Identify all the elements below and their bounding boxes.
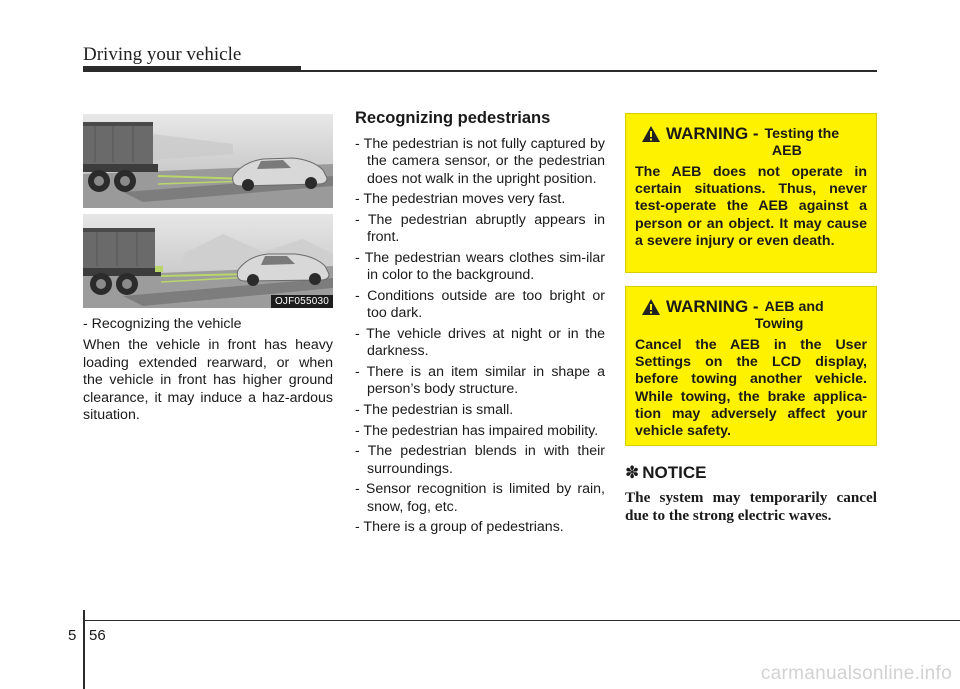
section-heading: Recognizing pedestrians [355, 109, 551, 127]
chapter-number: 5 [68, 627, 77, 644]
warning-subtitle-line2: Towing [754, 316, 804, 332]
header-rule-thick [83, 66, 301, 72]
watermark-text: carmanualsonline.info [760, 663, 952, 684]
footer-rule-vertical [83, 610, 85, 689]
illustration-truck-overhang-2 [83, 214, 333, 308]
list-item: - There is a group of pedestrians. [355, 519, 564, 536]
pedestrian-section [355, 109, 605, 540]
illustration-truck-overhang-1 [83, 114, 333, 208]
page-number: 56 [89, 627, 106, 644]
notice-heading [625, 463, 877, 483]
warning-body: Cancel the AEB in the User Settings on the LCD display, before towing another vehicle. While towing, the brake applica-tion may adversely affect your vehicle safety. [635, 337, 867, 440]
list-item: - The pedestrian blends in with their surroundings. [355, 443, 605, 477]
notice-heading-text: NOTICE [642, 463, 707, 482]
pedestrian-conditions-list [355, 136, 605, 537]
warning-body: The AEB does not operate in certain situations. Thus, never test-operate the AEB against a person or an object. It may cause a severe injury or even death. [635, 164, 867, 249]
list-item: - The pedestrian is small. [355, 402, 514, 418]
warning-box-testing-aeb [625, 113, 877, 273]
list-item: - There is an item similar in shape a person’s body structure. [355, 364, 605, 398]
warning-subtitle-line1: AEB and [764, 299, 824, 315]
warning-box-aeb-towing [625, 286, 877, 446]
left-column-text [83, 316, 333, 428]
truck-car-illustration [83, 114, 333, 208]
warning-subtitle [765, 126, 840, 160]
list-item: - The pedestrian moves very fast. [355, 191, 566, 208]
warning-triangle-icon [641, 125, 661, 143]
list-item: - The pedestrian wears clothes sim-ilar in color to the background. [355, 250, 605, 284]
header-rule-thin [301, 70, 877, 72]
notice-section [625, 463, 877, 524]
warning-subtitle-line2: AEB [771, 143, 802, 159]
list-item: - The pedestrian abruptly appears in front. [355, 212, 605, 246]
figure-caption: - Recognizing the vehicle [83, 316, 242, 332]
vehicle-recognition-paragraph: When the vehicle in front has heavy loading extended rearward, or when the vehicle in front has higher ground clearance, it may induce a haz-ardous situation. [83, 337, 333, 424]
truck-car-illustration [83, 214, 333, 308]
warning-subtitle-line1: Testing the [764, 126, 840, 142]
warning-triangle-icon [641, 298, 661, 316]
warning-title-row [641, 297, 867, 333]
list-item: - The pedestrian has impaired mobility. [355, 422, 599, 439]
warning-label: WARNING - [666, 124, 759, 143]
figure-code-label: OJF055030 [271, 295, 333, 308]
page-header-title: Driving your vehicle [83, 44, 242, 65]
list-item: - Conditions outside are too bright or too dark. [355, 288, 605, 322]
notice-body: The system may temporarily cancel due to the strong electric waves. [625, 489, 877, 524]
warning-title-row [641, 124, 867, 160]
footer-rule-horizontal [83, 620, 960, 621]
warning-subtitle [754, 299, 824, 333]
list-item: - Sensor recognition is limited by rain, snow, fog, etc. [355, 481, 605, 515]
list-item: - The vehicle drives at night or in the darkness. [355, 326, 605, 360]
warning-label: WARNING - [666, 297, 759, 316]
notice-asterisk-icon: ✽ [625, 463, 640, 482]
list-item: - The pedestrian is not fully captured by the camera sensor, or the pedestrian does not walk in the upright position. [355, 136, 605, 187]
